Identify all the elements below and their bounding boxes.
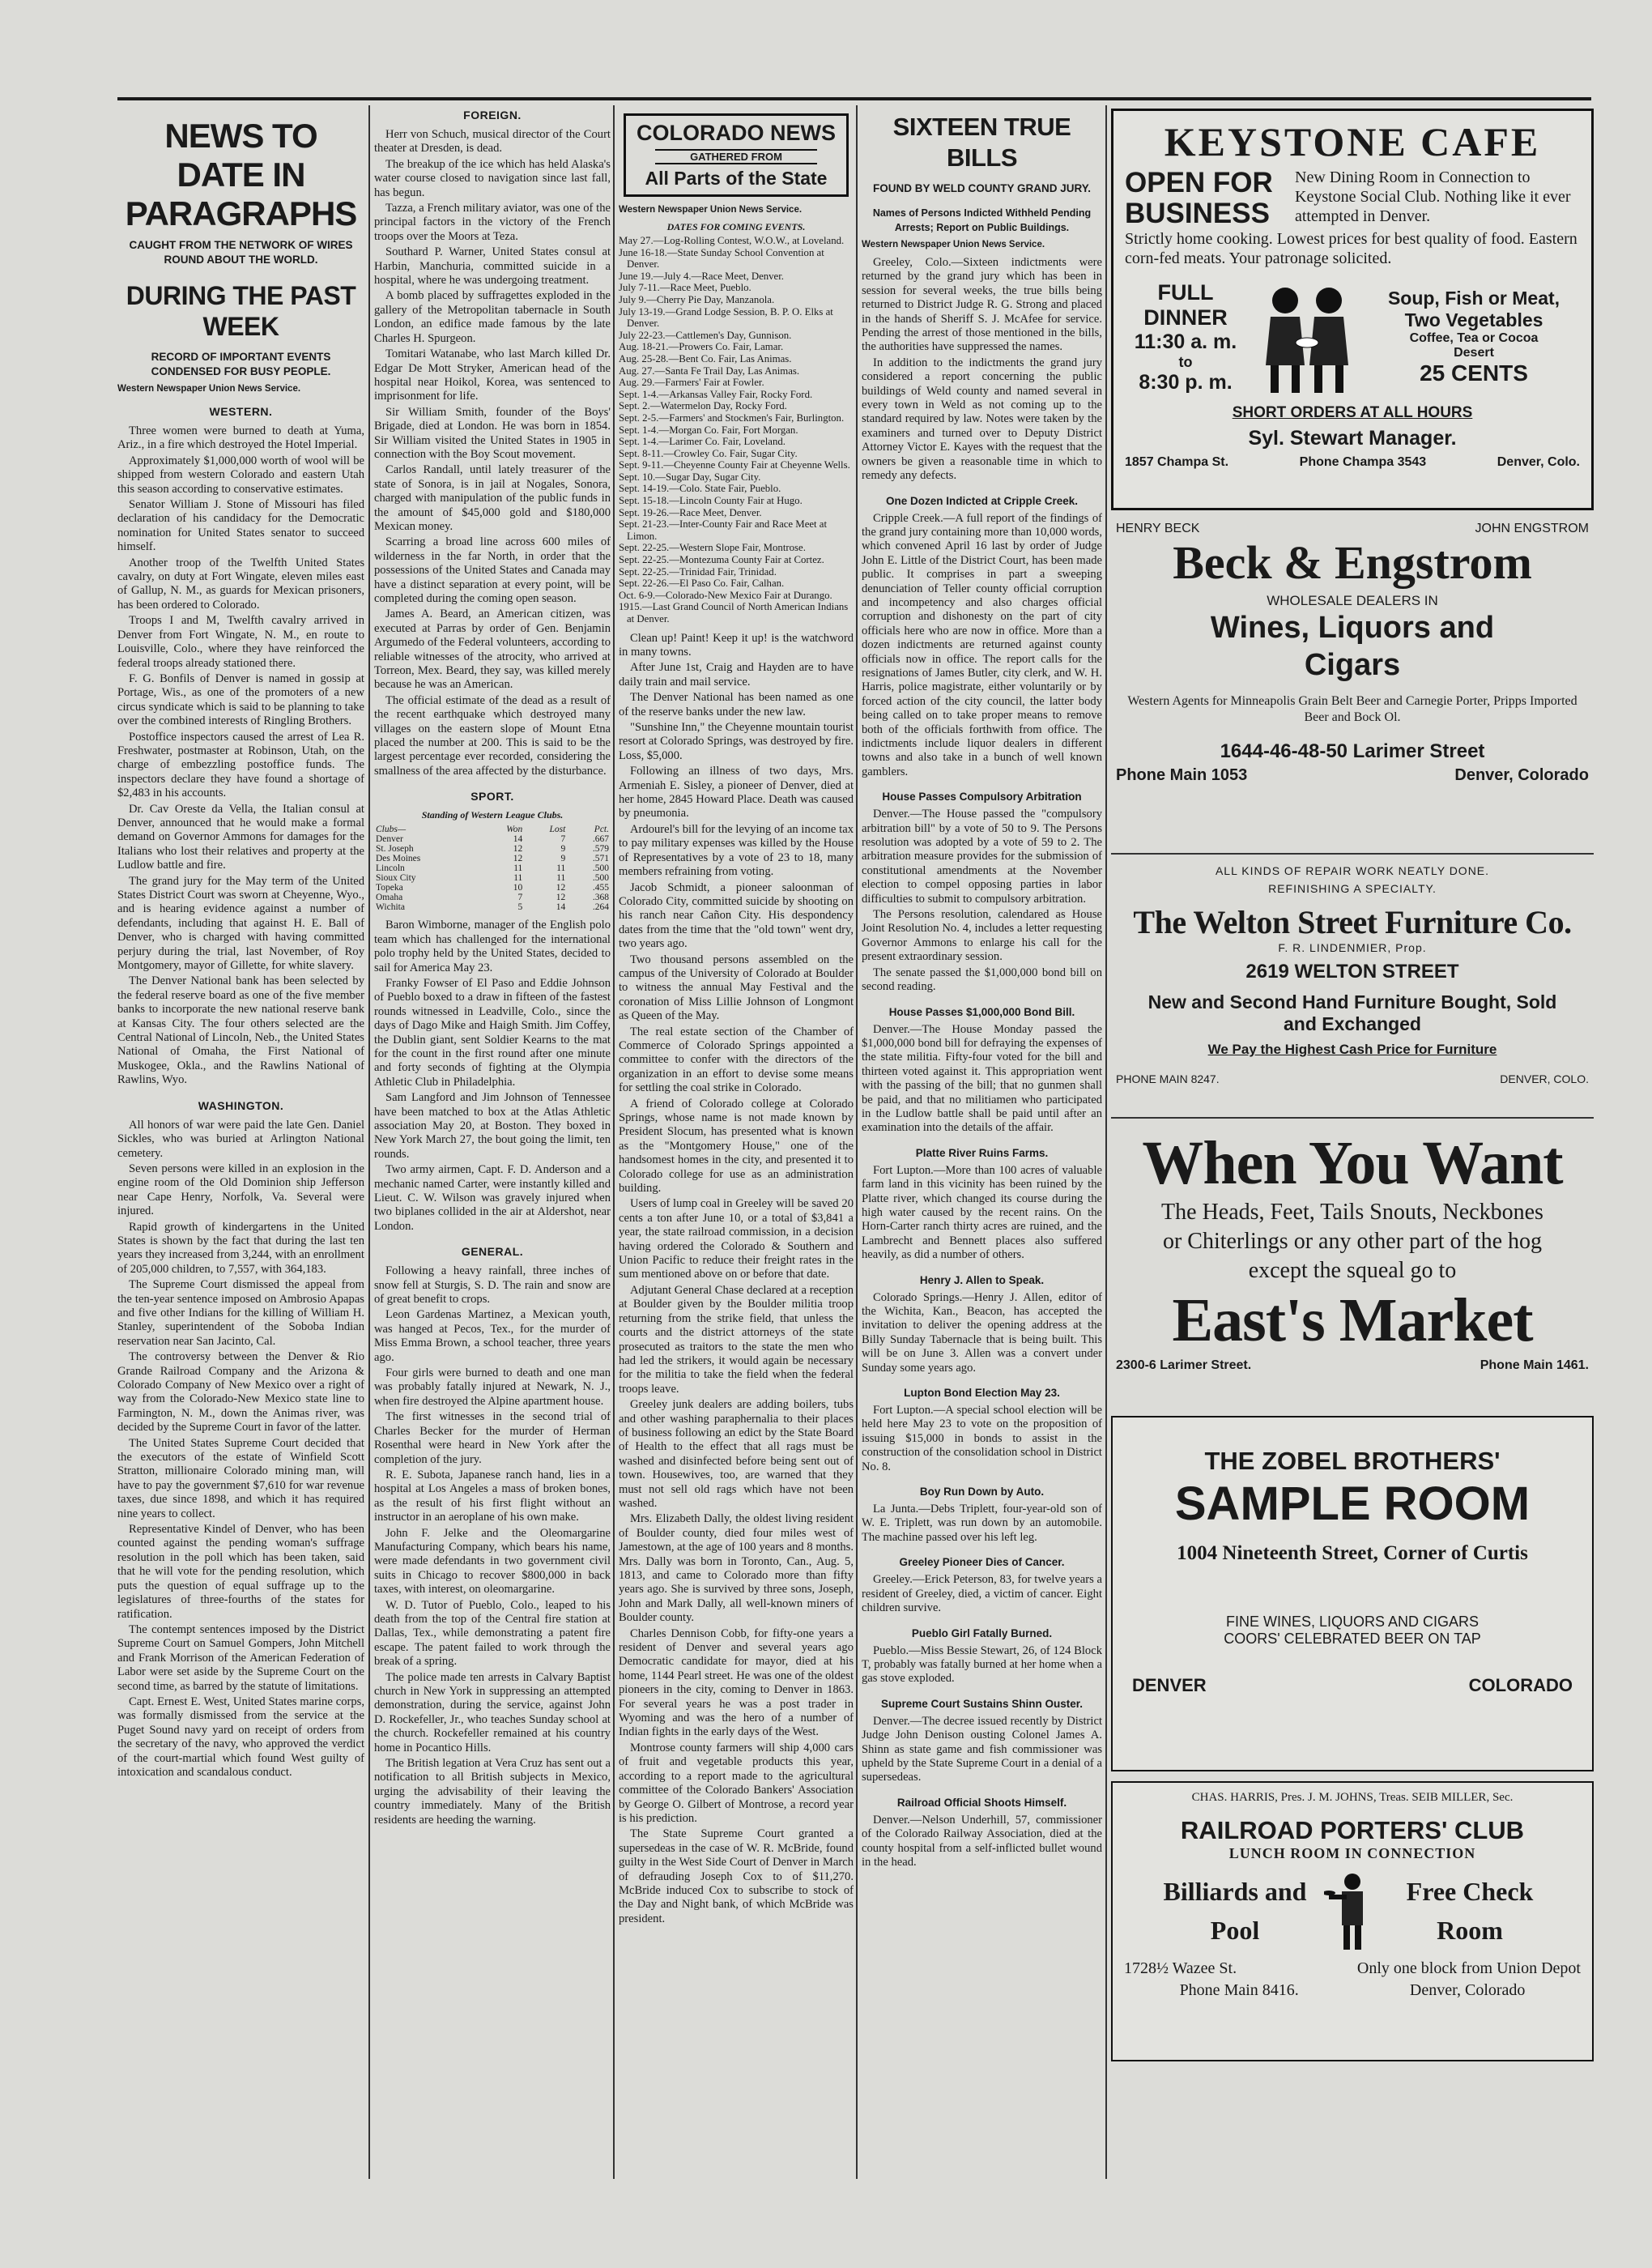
column-divider	[1105, 105, 1107, 2179]
news-paragraph: Tomitari Watanabe, who last March killed Dr. Edgar De Mott Stryker, American head of the hospital near Hoikol, Korea, was sentenced to imprisonment for life.	[374, 347, 611, 403]
news-paragraph: Two thousand persons assembled on the campus of the University of Colorado at Boulder to witness the annual May Festival and the coronation of Miss Lillie Johnson of Longmont as Queen of the May.	[619, 953, 854, 1023]
drinks: Coffee, Tea or Cocoa	[1409, 331, 1539, 345]
western-news	[117, 424, 364, 1088]
table-cell: Omaha	[376, 893, 403, 903]
news-paragraph: The Persons resolution, calendared as House Joint Resolution No. 4, includes a letter requesting Governor Ammons to enlarge his call for the present extraordinary session.	[862, 908, 1102, 964]
subheading: One Dozen Indicted at Cripple Creek.	[885, 494, 1079, 507]
subheading: Lupton Bond Election May 23.	[904, 1387, 1060, 1400]
room: Room	[1437, 1916, 1503, 1945]
cigars: Cigars	[1304, 648, 1401, 682]
cash-price: We Pay the Highest Cash Price for Furniture	[1207, 1042, 1497, 1057]
news-paragraph: Leon Gardenas Martinez, a Mexican youth, was hanged at Pecos, Tex., for the murder of Miss Emma Brown, a school teacher, three years ago.	[374, 1308, 611, 1364]
news-paragraph: Clean up! Paint! Keep it up! is the watchword in many towns.	[619, 631, 854, 659]
table-cell: 11	[556, 863, 566, 874]
news-credit: Western Newspaper Union News Service.	[862, 240, 1045, 249]
news-paragraph: After June 1st, Craig and Hayden are to have daily train and mail service.	[619, 661, 854, 688]
true-bills-story	[862, 256, 1102, 484]
news-paragraph: The Supreme Court dismissed the appeal from the ten-year sentence imposed on Ambrosio Apapas and five other Indians for the killing of William H. Stanley, superintendent of the Soboba Indian reservation near San Jacinto, Cal.	[117, 1278, 364, 1348]
table-cell: Topeka	[376, 883, 403, 893]
event-date: Oct. 6-9.—Colorado-New Mexico Fair at Durango.	[619, 589, 832, 601]
column-divider	[613, 105, 615, 2179]
phone: Phone Champa 3543	[1299, 455, 1427, 469]
story: Colorado Springs.—Henry J. Allen, editor of the Wichita, Kan., Beacon, has accepted the invitation to deliver the opening address at the Billy Sunday Tabernacle that is being built. This will be on June 3. Allen was a convert under Sunday some years ago.	[862, 1290, 1102, 1375]
standings-header: Pct.	[594, 825, 609, 835]
table-row	[374, 854, 611, 863]
news-paragraph: The first witnesses in the second trial of Charles Becker for the murder of Herman Rosenthal were heard in New York after the completion of the jury.	[374, 1410, 611, 1466]
standings-title: Standing of Western League Clubs.	[421, 809, 564, 821]
city: Denver, Colorado	[1409, 1981, 1526, 1999]
event-date: May 27.—Log-Rolling Contest, W.O.W., at Loveland.	[619, 235, 845, 246]
sample-room: SAMPLE ROOM	[1174, 1477, 1531, 1530]
table-row	[374, 873, 611, 883]
diners-illustration-icon	[1246, 276, 1368, 398]
ad-zobel-brothers	[1111, 1416, 1594, 1771]
news-paragraph: Troops I and M, Twelfth cavalry arrived in Denver from Fort Wingate, N. M., en route to Louisville, Colo., where they have reinforced the federal troops already stationed there.	[117, 614, 364, 670]
table-row	[374, 883, 611, 893]
headline-past-week: DURING THE PAST WEEK	[126, 281, 356, 341]
event-date: Sept. 10.—Sugar Day, Sugar City.	[619, 471, 761, 483]
sport-news	[374, 919, 611, 1234]
refinish-line: REFINISHING A SPECIALTY.	[1268, 882, 1437, 895]
goods2: and Exchanged	[1284, 1013, 1421, 1034]
lunch-room: LUNCH ROOM IN CONNECTION	[1228, 1845, 1476, 1861]
colorado-news	[619, 632, 854, 1927]
deck: CAUGHT FROM THE NETWORK OF WIRES ROUND ABOUT THE WORLD.	[129, 239, 353, 266]
story: Fort Lupton.—More than 100 acres of valuable farm land in this vicinity has been ruined by the Platte river, which changed its course during the high water caused by the recent rains. On the Horn-Carter ranch thirty acres are ruined, and the Lambrecht and Bennett places also suffered heavily, as did a number of others.	[862, 1163, 1102, 1262]
beck-footer	[1116, 766, 1589, 785]
standings-header: Won	[506, 825, 523, 835]
news-paragraph: Franky Fowser of El Paso and Eddie Johnson of Pueblo boxed to a draw in fifteen of the fastest rounds witnessed in Leadville, Colo., since the days of Dago Mike and Haigh Smith. Jim Coffey, the Dublin giant, sent Soldier Kearns to the mat for the count in the first round after one minute and forty seconds of fighting at the Olympia Athletic Club in Philadelphia.	[374, 976, 611, 1089]
news-paragraph: In addition to the indictments the grand jury considered a report concerning the public buildings of Weld county and named several in every town in Weld as not coming up to the standard required by law. Notes were taken by the examiners and turned over to Deputy District Attorney Victor E. Kayes with the request that the owners be given a reasonable time in which to remedy any defects.	[862, 356, 1102, 483]
column-divider	[368, 105, 370, 2179]
column-1	[117, 105, 364, 2179]
table-cell: Denver	[376, 834, 403, 845]
event-date: Sept. 19-26.—Race Meet, Denver.	[619, 506, 762, 518]
owner-right: JOHN ENGSTROM	[1475, 522, 1589, 535]
table-cell: 14	[556, 902, 566, 913]
keystone-desc2: Strictly home cooking. Lowest prices for best quality of food. Eastern corn-fed meats. Your patronage solicited.	[1125, 230, 1577, 267]
subheading: Boy Run Down by Auto.	[919, 1486, 1045, 1498]
advertisements-column	[1111, 105, 1594, 2179]
news-paragraph: Mrs. Elizabeth Dally, the oldest living resident of Boulder county, died four miles west of Jamestown, at the age of 100 years and 8 months. Mrs. Dally was born in Toronto, Can., Aug. 5, 1813, and came to Colorado more than fifty years ago. She is survived by three sons, Joseph, John and Mark Dally, all well-known miners of Boulder county.	[619, 1512, 854, 1625]
news-paragraph: The Denver National bank has been selected by the federal reserve board as one of the five member banks to incorporate the new national reserve bank at Kansas City. The four others selected are the Central National of Lincoln, Neb., the United States National of Omaha, the First National of Muskogee, Okla., and the Rawlins National of Rawlins, Wyo.	[117, 974, 364, 1087]
easts-name: East's Market	[1172, 1286, 1533, 1354]
dinner-text: DINNER	[1143, 305, 1228, 330]
phone: Phone Main 1461.	[1480, 1358, 1589, 1372]
officers: CHAS. HARRIS, Pres. J. M. JOHNS, Treas. SEIB MILLER, Sec.	[1191, 1791, 1514, 1804]
dessert: Desert	[1454, 346, 1494, 360]
city: Denver, Colo.	[1497, 455, 1580, 469]
news-paragraph: The police made ten arrests in Calvary Baptist church in New York in suppressing an attempted demonstration, during the service, against John D. Rockefeller, Jr., who teaches Sunday school at the church. Rockefeller remained at his country home in Pocantico Hills.	[374, 1670, 611, 1754]
news-paragraph: Sam Langford and Jim Johnson of Tennessee have been matched to box at the Atlas Athletic association May 20, at Boston. They boxed in New York March 27, the bout going the limit, ten rounds.	[374, 1091, 611, 1161]
table-cell: Sioux City	[376, 873, 416, 884]
porters-footer	[1124, 1981, 1581, 2000]
news-credit: Western Newspaper Union News Service.	[619, 205, 803, 215]
event-date: Sept. 22-25.—Western Slope Fair, Montrose.	[619, 542, 806, 554]
news-paragraph: Another troop of the Twelfth United States cavalry, on duty at Fort Wingate, eleven miles east of Gallup, N. M., as guards for Mexican prisoners, has been ordered to Colorado.	[117, 556, 364, 612]
story: Denver.—The House Monday passed the $1,000,000 bond bill for defraying the expenses of the state militia. Fifty-four voted for the bill and thirteen voted against it. This appropriation went with the passing of the bill; that no gunmen shall be paid, and that no militiamen who participated in the Ludlow battle shall be paid until after an examination into the details of the affair.	[862, 1022, 1102, 1135]
event-date: Sept. 2.—Watermelon Day, Rocky Ford.	[619, 400, 787, 412]
business-text: BUSINESS	[1125, 198, 1270, 229]
short-orders: SHORT ORDERS AT ALL HOURS	[1232, 404, 1473, 421]
billiards: Billiards and	[1163, 1877, 1307, 1906]
event-date: July 22-23.—Cattlemen's Day, Gunnison.	[619, 329, 792, 341]
address: 1728½ Wazee St.	[1124, 1959, 1237, 1977]
event-date: June 19.—July 4.—Race Meet, Denver.	[619, 270, 784, 282]
news-paragraph: Denver.—The House passed the "compulsory arbitration bill" by a vote of 50 to 9. The Persons resolution was adopted by a vote of 59 to 2. The arbitration measure provides for the submission of constitutional amendments at the November election to compel opposing parties in labor difficulties to submit to compulsory arbitration.	[862, 808, 1102, 906]
event-date: Aug. 27.—Santa Fe Trail Day, Las Animas.	[619, 364, 800, 377]
ad-beck-engstrom	[1111, 520, 1594, 843]
gathered-from: GATHERED FROM	[655, 149, 817, 164]
news-paragraph: All honors of war were paid the late Gen. Daniel Sickles, who was buried at Arlington National cemetery.	[117, 1118, 364, 1160]
table-cell: 11	[556, 873, 566, 884]
full-text: FULL	[1157, 279, 1214, 305]
news-paragraph: The grand jury for the May term of the United States District Court was sworn at Cheyenne, Wyo., and is hearing evidence against a number of defendants, including that against H. E. Ball of Denver, who is charged with having committed perjury during the trial, last November, of Roy Montgomery, mayor of Gillette, for white slavery.	[117, 874, 364, 973]
table-cell: .500	[592, 863, 609, 874]
news-paragraph: The British legation at Vera Cruz has sent out a notification to all British subjects in Mexico, urging the advisability of their leaving the country immediately. Many of the British residents are heeding the warning.	[374, 1757, 611, 1827]
news-paragraph: F. G. Bonfils of Denver is named in gossip at Portage, Wis., as one of the promoters of a new circus syndicate which is said to be planning to take over the combined interests of Ringling Brothers.	[117, 671, 364, 728]
event-date: June 16-18.—State Sunday School Convention at Denver.	[619, 246, 824, 271]
news-paragraph: Baron Wimborne, manager of the English polo team which has challenged for the international polo trophy held by the United States, decided to sail for America May 23.	[374, 919, 611, 974]
table-cell: 5	[517, 902, 523, 913]
table-cell: .368	[592, 893, 609, 903]
news-paragraph: Herr von Schuch, musical director of the Court theater at Dresden, is dead.	[374, 128, 611, 156]
standings-header: Clubs—	[376, 825, 407, 835]
phone: PHONE MAIN 8247.	[1116, 1072, 1220, 1085]
beck-name: Beck & Engstrom	[1173, 536, 1532, 589]
easts-footer	[1116, 1358, 1589, 1373]
event-date: Aug. 29.—Farmers' Fair at Fowler.	[619, 377, 764, 389]
time-start: 11:30 a. m.	[1134, 330, 1237, 353]
news-paragraph: "Sunshine Inn," the Cheyenne mountain tourist resort at Colorado Springs, was destroyed by fire. Loss, $5,000.	[619, 721, 854, 762]
news-paragraph: Approximately $1,000,000 worth of wool will be shipped from western Colorado and eastern Utah this season according to conservative estimates.	[117, 454, 364, 496]
event-date: Sept. 2-5.—Farmers' and Stockmen's Fair, Burlington.	[619, 411, 845, 424]
table-cell: .579	[592, 844, 609, 855]
table-cell: 12	[556, 883, 566, 893]
open-text: OPEN FOR	[1125, 167, 1273, 198]
standings-table	[374, 825, 611, 912]
pool: Pool	[1210, 1916, 1260, 1945]
welton-address: 2619 WELTON STREET	[1245, 961, 1459, 983]
news-paragraph: The contempt sentences imposed by the District Supreme Court on Samuel Gompers, John Mitchell and Frank Morrison of the American Federation of Labor were set aside by the Supreme Court on the second time, as barred by the statute of limitations.	[117, 1622, 364, 1693]
table-cell: Wichita	[376, 902, 405, 913]
hog-line2: or Chiterlings or any other part of the hog	[1162, 1229, 1543, 1254]
keystone-title: KEYSTONE CAFE	[1164, 119, 1541, 164]
repair-line: ALL KINDS OF REPAIR WORK NEATLY DONE.	[1215, 864, 1490, 877]
foreign-news	[374, 128, 611, 778]
news-paragraph: James A. Beard, an American citizen, was executed at Parras by order of Gen. Benjamin Argumedo of the Federal volunteers, according to reliable witnesses of the atrocity, who arrived at Torreon, Mex. Beard, they say, was killed merely because he was an American.	[374, 608, 611, 692]
free-check: Free Check	[1406, 1877, 1534, 1906]
when-you-want: When You Want	[1142, 1129, 1563, 1197]
news-paragraph: The senate passed the $1,000,000 bond bill on second reading.	[862, 966, 1102, 994]
welton-footer	[1116, 1072, 1589, 1085]
table-cell: .264	[592, 902, 609, 913]
all-parts: All Parts of the State	[645, 168, 828, 189]
porters-address-line	[1124, 1959, 1581, 1978]
wines: Wines, Liquors and	[1210, 611, 1495, 645]
colorado-news-title: COLORADO NEWS	[637, 121, 836, 145]
event-date: Sept. 1-4.—Arkansas Valley Fair, Rocky Ford.	[619, 388, 813, 400]
event-date: Sept. 1-4.—Larimer Co. Fair, Loveland.	[619, 436, 786, 448]
event-date: July 7-11.—Race Meet, Pueblo.	[619, 282, 751, 294]
city: DENVER	[1132, 1675, 1207, 1695]
news-paragraph: Jacob Schmidt, a pioneer saloonman of Colorado City, committed suicide by shooting on his ranch near Cañon City. His despondency dates from the time that the "old town" went dry, two years ago.	[619, 880, 854, 951]
deck: FOUND BY WELD COUNTY GRAND JURY.	[872, 182, 1092, 194]
news-paragraph: Two army airmen, Capt. F. D. Anderson and a mechanic named Carter, were instantly killed and Lieut. C. W. Wilson was gravely injured when two biplanes collided in the air at Aldershot, near London.	[374, 1163, 611, 1233]
table-cell: 9	[560, 844, 566, 855]
event-date: Sept. 8-11.—Crowley Co. Fair, Sugar City.	[619, 447, 798, 459]
general-news	[374, 1264, 611, 1827]
table-cell: .667	[592, 834, 609, 845]
news-paragraph: John F. Jelke and the Oleomargarine Manufacturing Company, which bears his name, were made defendants in two government civil suits in Chicago to recover $800,000 in back taxes, with interest, on oleomargarine.	[374, 1526, 611, 1597]
table-cell: 7	[560, 834, 566, 845]
table-cell: 12	[513, 844, 523, 855]
event-date: Sept. 14-19.—Colo. State Fair, Pueblo.	[619, 483, 781, 495]
column-divider	[856, 105, 858, 2179]
ad-railroad-porters-club	[1111, 1781, 1594, 2061]
news-paragraph: Representative Kindel of Denver, who has been counted against the pending woman's suffrage resolution in the poll which has been taken, said that he will vote for the pending resolution, which puts the question of equal suffrage up to the legislatures of three-fourths of the states for ratification.	[117, 1523, 364, 1621]
dates-heading: DATES FOR COMING EVENTS.	[666, 221, 806, 232]
table-cell: Lincoln	[376, 863, 405, 874]
event-date: Sept. 22-25.—Trinidad Fair, Trinidad.	[619, 565, 777, 578]
news-paragraph: Senator William J. Stone of Missouri has filed declaration of his candidacy for the Democratic nomination for United States senator to succeed himself.	[117, 498, 364, 554]
column-2	[374, 105, 611, 2179]
near-depot: Only one block from Union Depot	[1356, 1959, 1581, 1977]
manager: Syl. Stewart Manager.	[1248, 427, 1457, 450]
event-date: Sept. 1-4.—Morgan Co. Fair, Fort Morgan.	[619, 424, 798, 436]
table-cell: 7	[517, 893, 523, 903]
news-paragraph: The State Supreme Court granted a supersedeas in the case of W. R. McBride, found guilty in the West Side Court of Denver in March of defrauding Joseph Cox to of $11,270. McBride induced Cox to subscribe to stock of the Day and Night bank, of which McBride was president.	[619, 1827, 854, 1925]
billiards-pool	[1146, 1872, 1324, 1950]
event-date: Sept. 21-23.—Inter-County Fair and Race Meet at Limon.	[619, 518, 828, 542]
open-for-business	[1125, 168, 1295, 229]
top-rule	[117, 97, 1591, 100]
news-paragraph: W. D. Tutor of Pueblo, Colo., leaped to his death from the top of the Central fire station at Dallas, Tex., while demonstrating a patent fire escape. The patent failed to work through the break of a spring.	[374, 1598, 611, 1669]
hog-line1: The Heads, Feet, Tails Snouts, Neckbones	[1161, 1200, 1543, 1225]
colorado-news-header	[624, 113, 849, 197]
ad-divider	[1111, 853, 1594, 855]
event-date: Sept. 22-25.—Montezuma County Fair at Cortez.	[619, 554, 824, 566]
subheading: Henry J. Allen to Speak.	[919, 1273, 1045, 1286]
news-paragraph: Greeley, Colo.—Sixteen indictments were returned by the grand jury which has been in session for several weeks, the true bills being returned to District Judge R. G. Strong and placed in the hands of Sheriff S. J. McAfee for service. Pending the arrest of those mentioned in the bills, the authorities have suppressed the names.	[862, 256, 1102, 354]
washington-news	[117, 1119, 364, 1780]
story: Denver.—The decree issued recently by District Judge John Denison ousting Colonel James A. Shinn as state game and fish commissioner was upheld by the State Supreme Court in a denial of a supersedeas.	[862, 1714, 1102, 1784]
table-row	[374, 834, 611, 844]
table-cell: 14	[513, 834, 523, 845]
beck-address: 1644-46-48-50 Larimer Street	[1220, 740, 1485, 762]
section-heading: WASHINGTON.	[198, 1098, 284, 1112]
welton-name: The Welton Street Furniture Co.	[1133, 904, 1572, 940]
news-paragraph: A friend of Colorado college at Colorado Springs, whose name is not made known by President Slocum, has presented what is known as the "Montgomery House," one of the handsomest homes in the city, and presented it to Colorado college for use as an administration building.	[619, 1097, 854, 1196]
news-paragraph: The official estimate of the dead as a result of the recent earthquake which destroyed many villages on the eastern slope of Mount Etna placed the number at 200. This is said to be the largest percentage ever recorded, considering the smallness of the area affected by the disturbance.	[374, 693, 611, 778]
story: Denver.—Nelson Underhill, 57, commissioner of the Colorado Railway Association, died at the county hospital from a self-inflicted bullet wound in the head.	[862, 1813, 1102, 1869]
news-paragraph: Three women were burned to death at Yuma, Ariz., in a fire which destroyed the Hotel Imperial.	[117, 424, 364, 452]
news-paragraph: The controversy between the Denver & Rio Grande Railroad Company and the Arizona & Colorado Company of New Mexico over a right of way from the Colorado-New Mexico state line to Farmington, N. M., down the Animas river, was decided by the Supreme Court in favor of the latter.	[117, 1350, 364, 1435]
news-paragraph: A bomb placed by suffragettes exploded in the gallery of the Metropolitan tabernacle in South London, an edifice made famous by the late Charles H. Spurgeon.	[374, 289, 611, 345]
address: 2300-6 Larimer Street.	[1116, 1358, 1252, 1372]
agents: Western Agents for Minneapolis Grain Belt Beer and Carnegie Porter, Pripps Imported Beer and Bock Ol.	[1127, 694, 1577, 724]
proprietor: F. R. LINDENMIER, Prop.	[1278, 941, 1427, 954]
zobel-title: THE ZOBEL BROTHERS'	[1204, 1447, 1501, 1475]
news-paragraph: The real estate section of the Chamber of Commerce of Colorado Springs appointed a committee to confer with the directors of the organization in an effort to devise some means for settling the coal strike in Colorado.	[619, 1025, 854, 1095]
table-cell: 12	[513, 854, 523, 864]
event-date: Sept. 15-18.—Lincoln County Fair at Hugo.	[619, 495, 803, 507]
news-paragraph: Four girls were burned to death and one man was probably fatally injured at Newark, N. J., when fire destroyed the Alpine apartment house.	[374, 1366, 611, 1408]
news-paragraph: The Denver National has been named as one of the reserve banks under the new law.	[619, 691, 854, 718]
hog-line3: except the squeal go to	[1248, 1258, 1457, 1283]
city: Denver, Colorado	[1454, 766, 1589, 784]
phone: Phone Main 8416.	[1179, 1981, 1299, 1999]
goods: New and Second Hand Furniture Bought, Sold	[1147, 991, 1557, 1013]
section-heading: GENERAL.	[461, 1245, 524, 1259]
ad-easts-market	[1111, 1128, 1594, 1416]
column-3	[619, 105, 854, 2179]
address: 1857 Champa St.	[1125, 455, 1229, 469]
event-date: July 9.—Cherry Pie Day, Manzanola.	[619, 293, 775, 305]
event-date: Aug. 25-28.—Bent Co. Fair, Las Animas.	[619, 352, 792, 364]
news-paragraph: Postoffice inspectors caused the arrest of Lea R. Freshwater, postmaster at Robinson, Utah, on the charge of embezzling postoffice funds. The inspectors declare they have found a shortage of $2,483 in his accounts.	[117, 730, 364, 800]
dinner-hours	[1125, 280, 1246, 394]
table-row	[374, 893, 611, 902]
free-check-room	[1381, 1872, 1559, 1950]
event-date: Aug. 18-21.—Prowers Co. Fair, Lamar.	[619, 341, 784, 353]
news-paragraph: Rapid growth of kindergartens in the United States is shown by the fact that during the last ten years they increased from 3,244, with an enrollment of 205,000 children, to 7,557, with 364,183.	[117, 1220, 364, 1276]
news-paragraph: Dr. Cav Oreste da Vella, the Italian consul at Denver, announced that he would make a formal demand on Governor Ammons for damages for the Italians who lost their relatives and property at the Ludlow battle and fire.	[117, 802, 364, 872]
news-paragraph: Users of lump coal in Greeley will be saved 20 cents a ton after June 10, or a total of $3,841 a year, the state railroad commission, in a decision having ordered the Colorado & Southern and Union Pacific to reduce their freight rates in the sum mentioned above on or before that date.	[619, 1197, 854, 1281]
table-cell: Des Moines	[376, 854, 421, 864]
news-paragraph: Charles Dennison Cobb, for fifty-one years a resident of Denver and several years ago Democratic candidate for mayor, died at his home, 1144 Pearl street. He was one of the oldest pioneers in the city, coming to Denver in 1863. For several years he was a post trader in Wyoming and was the hero of a number of Indian fights in the early days of the West.	[619, 1626, 854, 1739]
event-date: Sept. 9-11.—Cheyenne County Fair at Cheyenne Wells.	[619, 459, 850, 471]
arbitration-story	[862, 808, 1102, 994]
news-paragraph: The United States Supreme Court decided that the executors of the estate of Winfield Scott Stratton, millionaire Colorado mining man, will have to pay the government $7,610 for war revenue taxes, due since 1898, and which it has required nine years to collect.	[117, 1436, 364, 1520]
subheading: Railroad Official Shoots Himself.	[896, 1796, 1067, 1809]
event-date: 1915.—Last Grand Council of North American Indians at Denver.	[619, 601, 849, 625]
wholesale: WHOLESALE DEALERS IN	[1267, 593, 1438, 608]
table-cell: .455	[592, 883, 609, 893]
subheading: Supreme Court Sustains Shinn Ouster.	[880, 1697, 1084, 1710]
table-cell: St. Joseph	[376, 844, 414, 855]
zobel-footer	[1132, 1675, 1573, 1696]
deck: RECORD OF IMPORTANT EVENTS CONDENSED FOR BUSY PEOPLE.	[151, 351, 331, 377]
zobel-line2: COORS' CELEBRATED BEER ON TAP	[1224, 1631, 1481, 1647]
story: Greeley.—Erick Peterson, 83, for twelve years a resident of Greeley, died, a victim of cancer. Eight children survive.	[862, 1573, 1102, 1615]
phone: Phone Main 1053	[1116, 766, 1248, 784]
keystone-footer	[1125, 455, 1580, 470]
news-paragraph: Seven persons were killed in an explosion in the engine room of the Old Dominion ship Jefferson near Cape Henry, Norfolk, Va. Several were injured.	[117, 1162, 364, 1218]
story: Cripple Creek.—A full report of the findings of the grand jury containing more than 10,000 words, which convened April 16 last by order of Judge John E. Little of the District Court, has been made public. It comprises in part a sweeping denunciation of Teller county official corruption and incompetency and also charges official corruption and dishonesty on the part of city officials here who are now in office. More than a dozen indictments are returned against county officials now in office. The report calls for the resignations of James Butler, city clerk, and W. H. Harris, police magistrate, either voluntarily or by forced action of the city council, the latter body being called on to take proper means to remove both of the officials forthwith from office. The indictments include liquor dealers in different towns and also take in a bunch of well known gamblers.	[862, 511, 1102, 778]
news-paragraph: The breakup of the ice which has held Alaska's water course closed to navigation since last fall, has begun.	[374, 157, 611, 199]
table-cell: 9	[560, 854, 566, 864]
news-paragraph: Scarring a broad line across 600 miles of wilderness in the far North, in order that the possessions of the United States and Canada may have a distinct separation at every point, will be completed during the coming open season.	[374, 535, 611, 605]
subheading: Platte River Ruins Farms.	[915, 1146, 1049, 1159]
news-paragraph: Adjutant General Chase declared at a reception at Boulder given by the Boulder militia troop returning from the strike field, that unless the courts and the district attorneys of the state prosecuted as traitors to the state the men who had led the strikers, it would again be necessary for the militia to take the field when the federal troops leave.	[619, 1283, 854, 1396]
city: DENVER, COLO.	[1500, 1072, 1589, 1085]
news-paragraph: Carlos Randall, until lately treasurer of the state of Sonora, is in jail at Nogales, Sonora, charged with manipulation of the public funds in the amount of $45,000 gold and $180,000 Mexican money.	[374, 463, 611, 533]
price: 25 CENTS	[1420, 360, 1528, 386]
dinner-menu	[1368, 288, 1580, 386]
subheading: House Passes Compulsory Arbitration	[882, 791, 1082, 804]
to-text: to	[1178, 353, 1193, 370]
news-paragraph: Capt. Ernest E. West, United States marine corps, was formally dismissed from the service at the Puget Sound navy yard on receipt of orders from the secretary of the navy, who approved the verdict of the court-martial which found West guilty of intoxication and scandalous conduct.	[117, 1695, 364, 1779]
ad-divider	[1111, 1117, 1594, 1119]
porter-figure-icon	[1324, 1870, 1381, 1951]
news-paragraph: Southard P. Warner, United States consul at Harbin, Manchuria, committed suicide in a hospital, where he was undergoing treatment.	[374, 245, 611, 288]
ad-welton-furniture	[1111, 864, 1594, 1107]
subheading: Greeley Pioneer Dies of Cancer.	[899, 1556, 1065, 1569]
table-row	[374, 902, 611, 912]
zobel-address: 1004 Nineteenth Street, Corner of Curtis	[1177, 1542, 1528, 1564]
news-paragraph: Ardourel's bill for the levying of an income tax to pay military expenses was killed by the House of Representatives by a vote of 23 to 18, many members refraining from voting.	[619, 822, 854, 879]
table-row	[374, 863, 611, 873]
story: Pueblo.—Miss Bessie Stewart, 26, of 124 Block T, probably was fatally burned at her home when a gas stove exploded.	[862, 1643, 1102, 1686]
table-row	[374, 844, 611, 854]
menu-items: Soup, Fish or Meat, Two Vegetables	[1387, 288, 1560, 330]
news-credit: Western Newspaper Union News Service.	[117, 384, 301, 394]
headline-news-to-date: NEWS TO DATE IN PARAGRAPHS	[125, 117, 357, 232]
news-paragraph: Montrose county farmers will ship 4,000 cars of fruit and vegetable products this year, according to a report made to the agricultural committee of the Colorado Bankers' Association by George O. Gilbert of Montrose, a record year is his prediction.	[619, 1741, 854, 1825]
state: COLORADO	[1468, 1675, 1573, 1695]
headline-true-bills: SIXTEEN TRUE BILLS	[892, 113, 1071, 172]
column-4	[862, 105, 1102, 2179]
keystone-desc: New Dining Room in Connection to Keystone Social Club. Nothing like it ever attempted in Denver.	[1295, 168, 1571, 225]
event-date: July 13-19.—Grand Lodge Session, B. P. O. Elks at Denver.	[619, 305, 833, 330]
owners	[1116, 522, 1589, 536]
table-cell: 12	[556, 893, 566, 903]
table-cell: .571	[592, 854, 609, 864]
news-paragraph: Sir William Smith, founder of the Boys' Brigade, died at London. He was born in 1854. Sir William visited the United States in 1905 in connection with the Boy Scout movement.	[374, 405, 611, 461]
table-cell: 10	[513, 883, 523, 893]
porters-name: RAILROAD PORTERS' CLUB	[1180, 1816, 1525, 1844]
story: Fort Lupton.—A special school election will be held here May 23 to vote on the proposition of issuing $15,000 in bonds to assist in the construction of the consolidation school in District No. 8.	[862, 1404, 1102, 1473]
table-cell: 11	[513, 873, 523, 884]
subheading: Pueblo Girl Fatally Burned.	[911, 1626, 1053, 1639]
standings-header: Lost	[549, 825, 566, 835]
table-cell: 11	[513, 863, 523, 874]
time-end: 8:30 p. m.	[1139, 370, 1233, 394]
owner-left: HENRY BECK	[1116, 522, 1200, 535]
dates-list	[619, 235, 854, 625]
deck: Names of Persons Indicted Withheld Pending Arrests; Report on Public Buildings.	[872, 207, 1092, 233]
section-heading: SPORT.	[470, 790, 514, 804]
ad-keystone-cafe	[1111, 109, 1594, 510]
table-cell: .500	[592, 873, 609, 884]
event-date: Sept. 22-26.—El Paso Co. Fair, Calhan.	[619, 578, 785, 590]
story: La Junta.—Debs Triplett, four-year-old son of W. E. Triplett, was run down by an automobile. The machine passed over his left leg.	[862, 1503, 1102, 1544]
news-paragraph: Tazza, a French military aviator, was one of the principal factors in the victory of the French troops over the Moors at Teza.	[374, 202, 611, 243]
zobel-line1: FINE WINES, LIQUORS AND CIGARS	[1225, 1614, 1480, 1630]
news-paragraph: Greeley junk dealers are adding boilers, tubs and other washing paraphernalia to their places of business following an edict by the State Board of Health to the effect that all rags must be washed and disinfected before being sent out of town. Housewives, too, are warned that they must not sell old rags which have not been washed.	[619, 1398, 854, 1510]
news-paragraph: R. E. Subota, Japanese ranch hand, lies in a hospital at Los Angeles a mass of broken bones, as the result of his first flight without an instructor in an aeroplane of his own make.	[374, 1468, 611, 1524]
news-paragraph: Following a heavy rainfall, three inches of snow fell at Sturgis, S. D. The rain and snow are of great benefit to crops.	[374, 1264, 611, 1307]
subheading: House Passes $1,000,000 Bond Bill.	[888, 1005, 1075, 1018]
news-paragraph: Following an illness of two days, Mrs. Armeniah E. Sisley, a pioneer of Denver, died at her home, 2845 Howard Place. Death was caused by pneumonia.	[619, 765, 854, 821]
section-heading: FOREIGN.	[463, 109, 522, 122]
section-heading: WESTERN.	[209, 405, 273, 418]
